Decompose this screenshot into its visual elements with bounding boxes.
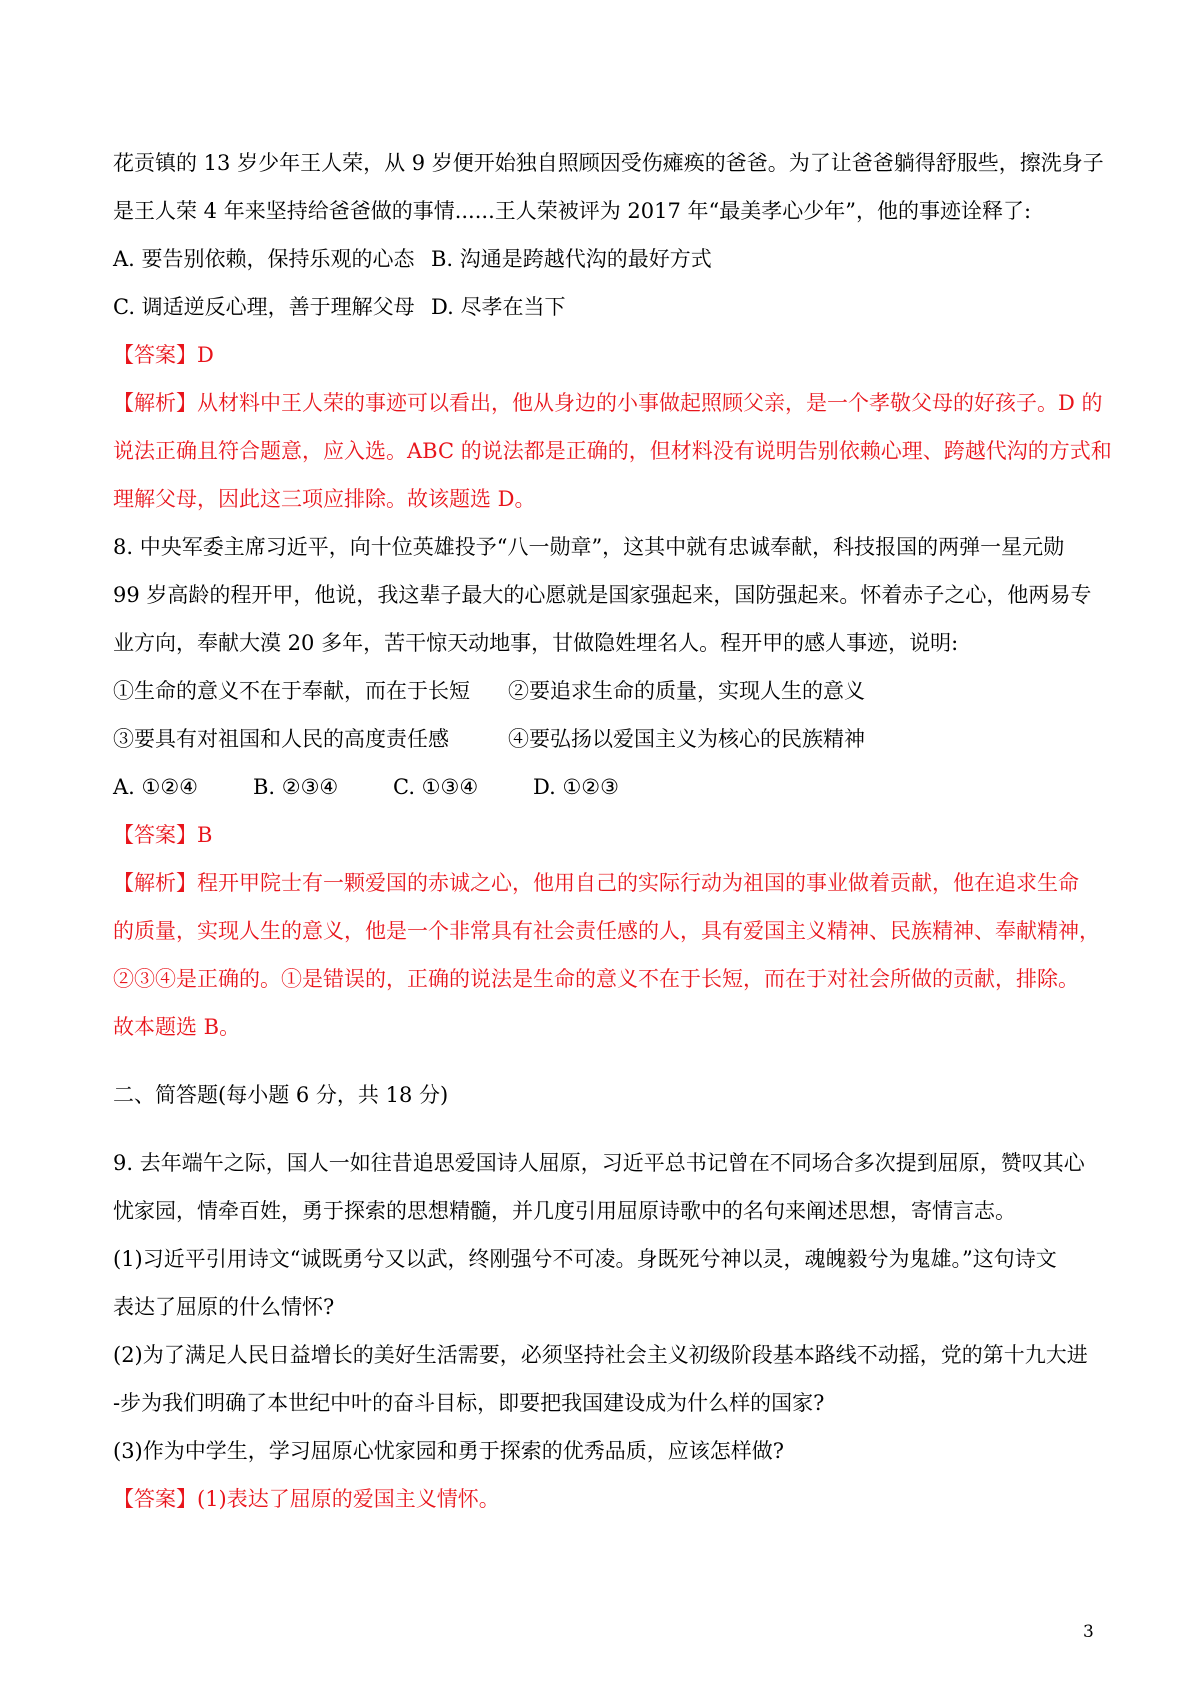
q8-stem-line-3: 业方向，奉献大漠 20 多年，苦干惊天动地事，甘做隐姓埋名人。程开甲的感人事迹，说明:: [113, 631, 959, 655]
q9-stem-line-1: 9. 去年端午之际，国人一如往昔追思爱国诗人屈原，习近平总书记曾在不同场合多次提到屈原，赞叹其心: [113, 1151, 1085, 1175]
q8-options-row: [113, 772, 1103, 803]
q9-answer-tag: 【答案】: [113, 1487, 197, 1511]
q8-answer: [113, 820, 1103, 851]
q9-sub-line-2: 表达了屈原的什么情怀?: [113, 1295, 335, 1319]
q8-analysis-line-1: [113, 868, 1103, 899]
spacer: [113, 1128, 1103, 1148]
q9-sub-line-1: (1)习近平引用诗文“诚既勇兮又以武，终刚强兮不可凌。身既死兮神以灵，魂魄毅兮为鬼雄。”这句诗文: [113, 1247, 1057, 1271]
q8-stem-line-2: 99 岁高龄的程开甲，他说，我这辈子最大的心愿就是国家强起来，国防强起来。怀着赤子之心，他两易专: [113, 583, 1092, 607]
q8-analysis-text-1: 程开甲院士有一颗爱国的赤诚之心，他用自己的实际行动为祖国的事业做着贡献，他在追求生命: [197, 871, 1079, 895]
q8-statements-row-2: [113, 724, 1103, 755]
q9-answer-value: (1)表达了屈原的爱国主义情怀。: [197, 1487, 500, 1511]
q8-analysis-tag: 【解析】: [113, 871, 197, 895]
q7-answer-tag: 【答案】: [113, 343, 197, 367]
q7-options-row-2: [113, 292, 1103, 323]
q7-option-b: B. 沟通是跨越代沟的最好方式: [431, 247, 712, 271]
q7-analysis-line-2: 说法正确且符合题意，应入选。ABC 的说法都是正确的，但材料没有说明告别依赖心理、跨越代沟的方式和: [113, 439, 1112, 463]
q7-analysis-line-1: [113, 388, 1103, 419]
q7-answer: [113, 340, 1103, 371]
q7-analysis-tag: 【解析】: [113, 391, 197, 415]
q7-analysis-text-1: 从材料中王人荣的事迹可以看出，他从身边的小事做起照顾父亲，是一个孝敬父母的好孩子。D 的: [197, 391, 1103, 415]
q7-analysis-line-3: 理解父母，因此这三项应排除。故该题选 D。: [113, 487, 536, 511]
q7-options-row-1: [113, 244, 1103, 275]
q8-analysis-line-2: 的质量，实现人生的意义，他是一个非常具有社会责任感的人，具有爱国主义精神、民族精神、奉献精神，: [113, 919, 1100, 943]
q9-sub-line-5: (3)作为中学生，学习屈原心忧家园和勇于探索的优秀品质，应该怎样做?: [113, 1439, 785, 1463]
q8-option-d: D. ①②③: [533, 775, 619, 799]
q8-stem-line-1: 8. 中央军委主席习近平，向十位英雄投予“八一勋章”，这其中就有忠诚奉献，科技报国的两弹一星元勋: [113, 535, 1065, 559]
q7-option-a: A. 要告别依赖，保持乐观的心态: [113, 247, 415, 271]
q7-option-c: C. 调适逆反心理，善于理解父母: [113, 295, 415, 319]
spacer: [113, 1060, 1103, 1080]
page-content: [113, 148, 1112, 1532]
q8-option-b: B. ②③④: [253, 775, 339, 799]
q9-sub-line-4: -步为我们明确了本世纪中叶的奋斗目标，即要把我国建设成为什么样的国家?: [113, 1391, 825, 1415]
q9-stem-line-2: 忧家园，情牵百姓，勇于探索的思想精髓，并几度引用屈原诗歌中的名句来阐述思想，寄情言志。: [113, 1199, 1016, 1223]
q8-statements-row-1: [113, 676, 1103, 707]
q7-answer-value: D: [197, 343, 214, 367]
q8-answer-tag: 【答案】: [113, 823, 197, 847]
q8-analysis-line-3: ②③④是正确的。①是错误的，正确的说法是生命的意义不在于长短，而在于对社会所做的贡献，排除。: [113, 967, 1079, 991]
q8-statement-2: ②要追求生命的质量，实现人生的意义: [508, 679, 865, 703]
q7-stem-line-1: 花贡镇的 13 岁少年王人荣，从 9 岁便开始独自照顾因受伤瘫痪的爸爸。为了让爸爸躺得舒服些，擦洗身子: [113, 151, 1104, 175]
q9-sub-line-3: (2)为了满足人民日益增长的美好生活需要，必须坚持社会主义初级阶段基本路线不动摇，党的第十九大进: [113, 1343, 1088, 1367]
q8-answer-value: B: [197, 823, 213, 847]
section-heading: 二、简答题(每小题 6 分，共 18 分): [113, 1083, 449, 1107]
q8-option-c: C. ①③④: [393, 775, 479, 799]
q7-stem-line-2: 是王人荣 4 年来坚持给爸爸做的事情......王人荣被评为 2017 年“最美孝心少年”，他的事迹诠释了:: [113, 199, 1032, 223]
q8-statement-1: ①生命的意义不在于奉献，而在于长短: [113, 679, 470, 703]
q8-analysis-line-4: 故本题选 B。: [113, 1015, 241, 1039]
q7-option-d: D. 尽孝在当下: [431, 295, 566, 319]
q9-answer: [113, 1484, 1103, 1515]
page-number: 3: [1083, 1622, 1094, 1642]
q8-option-a: A. ①②④: [113, 775, 198, 799]
q8-statement-4: ④要弘扬以爱国主义为核心的民族精神: [508, 727, 865, 751]
q8-statement-3: ③要具有对祖国和人民的高度责任感: [113, 727, 449, 751]
